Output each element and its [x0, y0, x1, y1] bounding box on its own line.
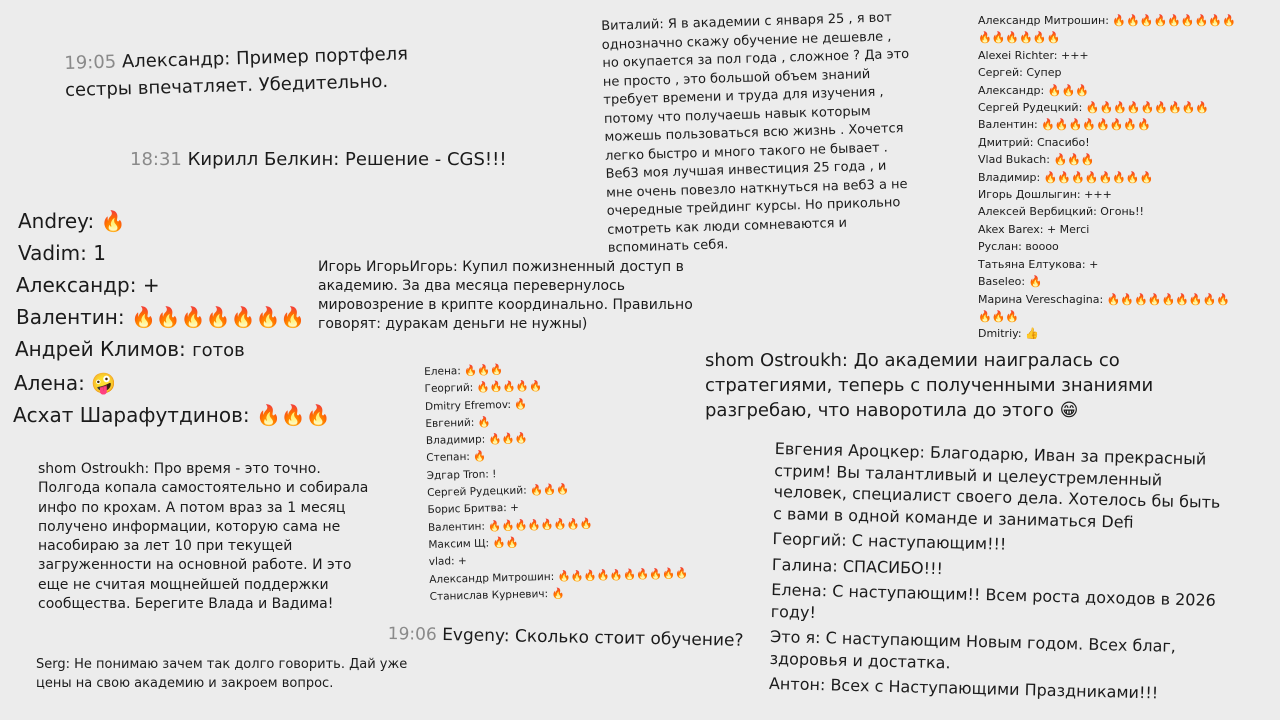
list-item: [978, 151, 1238, 168]
message-author: Валентин:: [978, 118, 1038, 132]
message-author: Dmitry Efremov:: [424, 398, 512, 413]
message-author: Evgeny:: [441, 625, 510, 647]
message-text: Сколько стоит обучение?: [514, 626, 744, 651]
message-text: 🔥🔥🔥: [1053, 153, 1095, 167]
message-text: 🔥🔥🔥🔥🔥🔥🔥: [130, 305, 306, 329]
list-item: [978, 64, 1238, 81]
message-author: Владимир:: [978, 170, 1041, 184]
message-author: Максим Щ:: [428, 537, 490, 551]
message-author: Борис Бритва:: [427, 502, 507, 517]
message-time: 18:31: [130, 149, 182, 170]
message-text: +: [1089, 257, 1099, 271]
list-item: [978, 12, 1238, 47]
list-item: [14, 367, 331, 399]
message-author: Евгения Ароцкер:: [774, 438, 926, 462]
message-text: 🔥🔥🔥🔥🔥🔥🔥🔥🔥🔥: [557, 567, 689, 583]
message-text: 🔥: [477, 416, 491, 429]
message-text: Благодарю, Иван за прекрасный стрим! Вы талантливый и целеустремленный человек, специалист своего дела. Хотелось бы быть с вами в одной команде и заниматься Defi: [772, 442, 1221, 532]
message-author: Александр:: [16, 273, 137, 297]
message-author: Сергей:: [978, 66, 1023, 80]
message-text: 🔥🔥🔥: [529, 483, 570, 497]
message-text: готов: [192, 340, 245, 361]
list-item: [978, 256, 1238, 273]
message-author: shom Ostroukh:: [38, 461, 150, 477]
message-author: Евгений:: [425, 416, 475, 430]
list-item: [978, 273, 1238, 290]
message-text: +: [142, 273, 160, 297]
list-item: [769, 626, 1230, 680]
message-text: До академии наигралась со стратегиями, теперь с полученными знаниями разгребаю, что наворотила до этого 😁: [705, 350, 1154, 421]
message-vitaly: [601, 9, 918, 259]
message-author: Виталий:: [601, 17, 664, 34]
message-text: 🔥🔥🔥: [488, 432, 528, 446]
message-author: Георгий:: [772, 528, 847, 550]
message-text: +: [457, 555, 467, 568]
message-author: Татьяна Елтукова:: [978, 257, 1086, 271]
message-text: Всех с Наступающими Праздниками!!!: [830, 675, 1159, 703]
message-time: 19:05: [64, 51, 117, 74]
message-text: +: [509, 502, 520, 515]
message-author: Игорь ИгорьИгорь:: [318, 259, 458, 275]
message-text: 🔥: [100, 209, 126, 233]
message-text: Супер: [1026, 66, 1062, 80]
reaction-list-right: [978, 12, 1238, 343]
message-text: +++: [1060, 48, 1089, 62]
message-evgeny-1906: [388, 622, 744, 653]
list-item: [978, 134, 1238, 151]
message-author: Алена:: [14, 371, 85, 395]
message-text: 🔥🔥🔥🔥🔥🔥🔥🔥: [1041, 118, 1151, 132]
message-kirill-belkin: [130, 148, 507, 172]
list-item: [771, 579, 1232, 633]
message-text: Купил пожизненный доступ в академию. За два месяца перевернулось мировозрение в крипте координально. Правильно говорят: дуракам деньги не нужны): [318, 259, 693, 332]
message-author: shom Ostroukh:: [705, 350, 848, 371]
message-text: 🤪: [91, 371, 117, 395]
message-shom-ostroukh-right: [705, 348, 1185, 423]
message-serg: [36, 655, 436, 693]
list-item: [16, 269, 331, 301]
message-author: Alexei Richter:: [978, 48, 1058, 62]
list-item: [978, 291, 1238, 326]
message-text: 🔥: [514, 398, 528, 411]
message-text: 🔥🔥🔥: [255, 403, 331, 427]
message-aleksandr-1905: [64, 39, 465, 104]
message-time: 19:06: [387, 623, 437, 645]
message-text: СПАСИБО!!!: [842, 556, 944, 578]
message-text: вoooo: [1025, 240, 1059, 254]
message-text: 🔥🔥🔥🔥🔥🔥🔥🔥🔥🔥🔥🔥🔥🔥🔥: [978, 14, 1236, 45]
message-text: 🔥🔥🔥🔥🔥🔥🔥🔥🔥🔥🔥🔥: [978, 292, 1231, 323]
message-author: Дмитрий:: [978, 135, 1034, 149]
message-text: 1: [93, 241, 106, 265]
message-text: С наступающим Новым годом. Всех благ, здоровья и достатка.: [769, 628, 1177, 672]
message-author: Serg:: [36, 657, 70, 672]
message-author: Руслан:: [978, 240, 1022, 254]
message-author: Baseleo:: [978, 275, 1026, 289]
message-text: Пример портфеля сестры впечатляет. Убедительно.: [64, 43, 409, 101]
message-author: Александр Митрошин:: [978, 14, 1109, 27]
list-item: [978, 47, 1238, 64]
list-item: [15, 333, 331, 367]
message-text: 🔥🔥🔥🔥🔥🔥🔥🔥🔥: [1085, 101, 1210, 115]
message-author: Степан:: [426, 451, 471, 465]
message-author: Елена:: [771, 579, 828, 601]
message-text: 🔥: [551, 587, 565, 600]
message-igor: [318, 258, 718, 334]
message-author: Кирилл Белкин:: [187, 149, 340, 170]
list-item: [13, 399, 331, 431]
message-text: 👍: [1025, 327, 1039, 341]
message-text: +++: [1084, 188, 1112, 202]
message-author: Vadim:: [18, 241, 87, 265]
message-text: 🔥🔥🔥: [464, 364, 504, 378]
message-author: Vlad Bukach:: [978, 153, 1050, 167]
message-text: Решение - CGS!!!: [345, 149, 507, 170]
message-author: Валентин:: [16, 305, 125, 329]
message-text: 🔥🔥🔥: [1047, 83, 1089, 97]
list-item: [978, 221, 1238, 238]
list-item: [18, 205, 331, 237]
list-item: [18, 237, 331, 269]
message-text: Спасибо!: [1036, 135, 1090, 149]
message-author: Владимир:: [425, 433, 486, 448]
list-item: [978, 82, 1238, 99]
message-list-bottom-right: [769, 438, 1235, 710]
message-author: Andrey:: [18, 209, 95, 233]
message-author: vlad:: [428, 555, 455, 569]
list-item: [978, 169, 1238, 186]
message-author: Александр Митрошин:: [429, 570, 555, 586]
message-author: Эдгар Tron:: [426, 468, 489, 482]
list-item: [978, 186, 1238, 203]
message-author: Станислав Курневич:: [429, 587, 549, 603]
message-text: Огонь!!: [1100, 205, 1144, 219]
message-author: Елена:: [424, 365, 461, 378]
message-author: Марина Vereschagina:: [978, 292, 1104, 306]
message-text: 🔥: [1028, 275, 1043, 289]
list-item: [773, 438, 1235, 535]
message-author: Сергей Рудецкий:: [427, 484, 527, 500]
list-item: [978, 325, 1238, 342]
message-text: 🔥: [473, 450, 487, 464]
message-author: Георгий:: [424, 382, 474, 396]
list-item: [978, 203, 1238, 220]
reaction-list-left: [13, 205, 331, 431]
message-author: Dmitriy:: [978, 327, 1022, 341]
list-item: [978, 116, 1238, 133]
message-text: Я в академии с января 25 , я вот однозначно скажу обучение не дешевле , но окупается за пол года , сложное ? Да это не просто , это большой объем знаний требует времени и труда для изучения , потому что получаешь навык которым можешь пользоваться всю жизнь . Хочется легко быстро и много такого не бывает . Веб3 моя лучшая инвестиция 25 года , и мне очень повезло наткнуться на веб3 а не очередные трейдинг курсы. Но прикольно смотреть как люди сомневаются и вспоминать себя.: [601, 10, 910, 256]
message-text: С наступающим!! Всем роста доходов в 2026 году!: [770, 581, 1217, 622]
message-text: Не понимаю зачем так долго говорить. Дай уже цены на свою академию и закроем вопрос.: [36, 657, 408, 691]
list-item: [16, 301, 331, 333]
reaction-list-middle: [424, 358, 689, 606]
message-author: Валентин:: [427, 520, 486, 534]
list-item: [978, 238, 1238, 255]
message-author: Антон:: [768, 673, 826, 695]
message-author: Асхат Шарафутдинов:: [13, 403, 250, 427]
message-author: Сергей Рудецкий:: [978, 101, 1083, 115]
message-author: Андрей Климов:: [15, 337, 186, 361]
message-text: + Merci: [1046, 222, 1090, 236]
message-text: Про время - это точно. Полгода копала самостоятельно и собирала инфо по крохам. А потом враз за 1 месяц получено информации, которую сама не насобираю за лет 10 при текущей загруженности на основной работе. И это еще не считая мощнейшей поддержки сообщества. Берегите Влада и Вадима!: [38, 461, 369, 613]
message-text: 🔥🔥🔥🔥🔥: [476, 380, 543, 395]
message-author: Akex Barex:: [978, 222, 1044, 236]
message-text: 🔥🔥: [492, 536, 519, 550]
list-item: [978, 99, 1238, 116]
message-author: Галина:: [771, 554, 838, 576]
message-author: Это я:: [769, 626, 821, 648]
message-text: 🔥🔥🔥🔥🔥🔥🔥🔥: [488, 517, 594, 533]
message-author: Александр:: [121, 48, 231, 73]
message-text: !: [492, 468, 497, 481]
message-author: Алексей Вербицкий:: [978, 205, 1097, 219]
message-author: Игорь Дошлыгин:: [978, 188, 1081, 202]
message-text: 🔥🔥🔥🔥🔥🔥🔥🔥: [1043, 170, 1154, 184]
message-author: Александр:: [978, 83, 1045, 97]
message-text: С наступающим!!!: [851, 530, 1007, 554]
message-shom-ostroukh-left: [38, 460, 383, 614]
